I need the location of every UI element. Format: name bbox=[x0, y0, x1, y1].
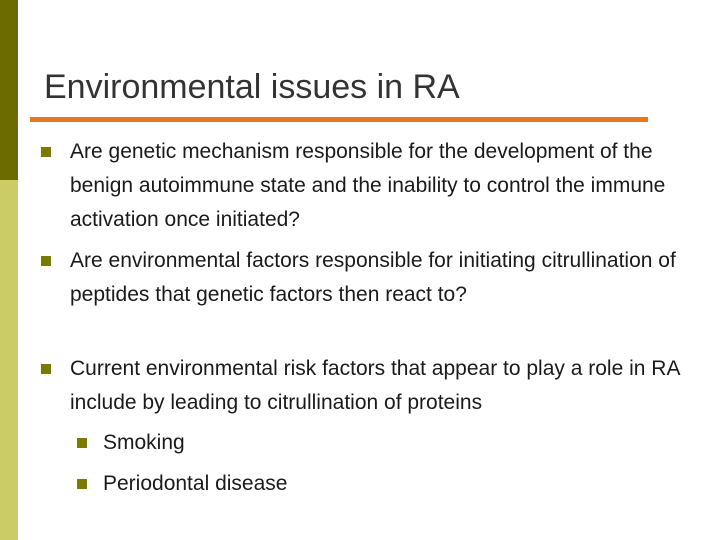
sub-bullet-square-icon bbox=[77, 438, 87, 448]
sub-bullet-square-icon bbox=[77, 479, 87, 489]
slide-title: Environmental issues in RA bbox=[44, 68, 460, 106]
sub-bullet-item: Smoking bbox=[103, 431, 185, 454]
bullet-square-icon bbox=[41, 147, 51, 157]
bullet-square-icon bbox=[41, 364, 51, 374]
bullet-item: Are environmental factors responsible for initiating citrullination of peptides that genetic factors then react to? bbox=[70, 249, 676, 306]
bullet-item: Are genetic mechanism responsible for the development of the benign autoimmune state and the inability to control the immune activation once initiated? bbox=[70, 140, 666, 231]
sub-bullet-item: Periodontal disease bbox=[103, 472, 288, 495]
bullet-square-icon bbox=[41, 256, 51, 266]
bullet-item: Current environmental risk factors that appear to play a role in RA include by leading to citrullination of proteins bbox=[70, 357, 680, 414]
